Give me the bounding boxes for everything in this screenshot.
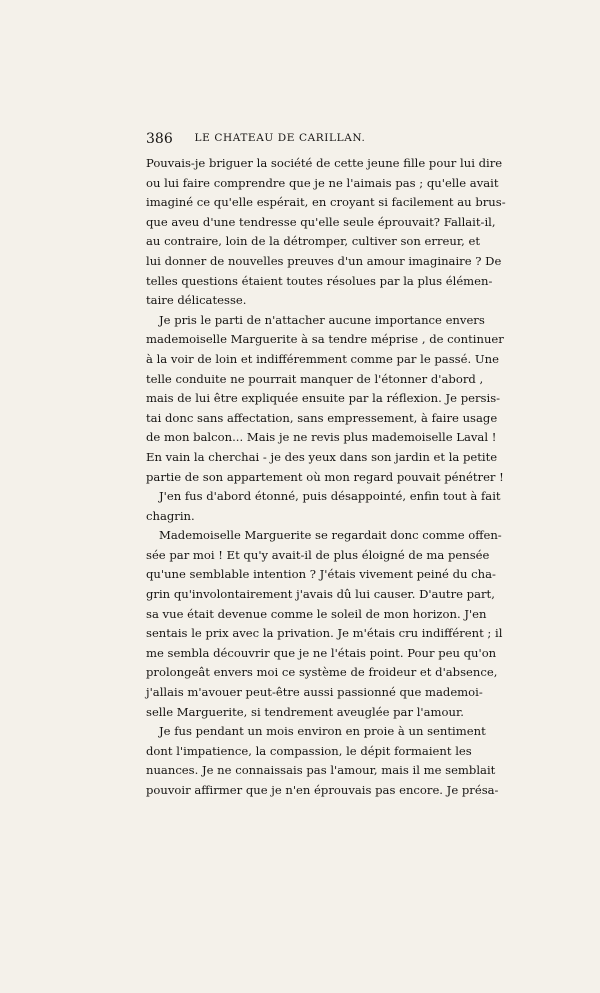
text-line: sa vue était devenue comme le soleil de mon horizon. J'en [146, 606, 487, 621]
text-line: Je pris le parti de n'attacher aucune importance envers [159, 312, 485, 327]
text-line: imaginé ce qu'elle espérait, en croyant si facilement au brus- [146, 195, 506, 210]
text-line: que aveu d'une tendresse qu'elle seule éprouvait? Fallait-il, [146, 214, 496, 229]
text-line: telle conduite ne pourrait manquer de l'étonner d'abord , [146, 371, 484, 386]
text-line: de mon balcon... Mais je ne revis plus mademoiselle Laval ! [146, 430, 497, 445]
text-line: nuances. Je ne connaissais pas l'amour, mais il me semblait [146, 763, 496, 778]
text-line: taire délicatesse. [146, 293, 247, 308]
page-header [146, 131, 414, 149]
text-line: partie de son appartement où mon regard pouvait pénétrer ! [146, 469, 504, 484]
text-line: Je fus pendant un mois environ en proie à un sentiment [159, 724, 486, 739]
paragraph [146, 722, 499, 800]
paragraph [146, 526, 503, 722]
text-line: lui donner de nouvelles preuves d'un amour imaginaire ? De [146, 253, 502, 268]
body-text [146, 154, 506, 801]
text-line: au contraire, loin de la détromper, cultiver son erreur, et [146, 234, 480, 249]
text-line: telles questions étaient toutes résolues par la plus élémen- [146, 273, 493, 288]
text-line: tai donc sans affectation, sans empressement, à faire usage [146, 410, 498, 425]
paragraph [146, 311, 504, 487]
text-line: selle Marguerite, si tendrement aveuglée par l'amour. [146, 704, 464, 719]
text-line: chagrin. [146, 508, 195, 523]
text-line: dont l'impatience, la compassion, le dépit formaient les [146, 743, 472, 758]
text-line: Pouvais-je briguer la société de cette jeune fille pour lui dire [146, 156, 503, 170]
text-line: mais de lui être expliquée ensuite par la réflexion. Je persis- [146, 391, 501, 406]
text-line: j'allais m'avouer peut-être aussi passionné que mademoi- [146, 685, 483, 700]
text-line: En vain la cherchai - je des yeux dans son jardin et la petite [146, 449, 498, 464]
text-line: me sembla découvrir que je ne l'étais point. Pour peu qu'on [146, 645, 497, 660]
page-number: 386 [146, 131, 173, 147]
text-line: J'en fus d'abord étonné, puis désappointé, enfin tout à fait [159, 489, 501, 504]
text-line: à la voir de loin et indifféremment comme par le passé. Une [146, 351, 499, 366]
text-line: qu'une semblable intention ? J'étais vivement peiné du cha- [146, 567, 496, 582]
text-line: mademoiselle Marguerite à sa tendre méprise , de continuer [146, 332, 504, 347]
text-line: sée par moi ! Et qu'y avait-il de plus éloigné de ma pensée [146, 547, 490, 562]
text-line: prolongeât envers moi ce système de froideur et d'absence, [146, 665, 498, 680]
paragraph [146, 154, 506, 311]
text-line: pouvoir affirmer que je n'en éprouvais pas encore. Je présa- [146, 783, 499, 797]
text-line: sentais le prix avec la privation. Je m'étais cru indifférent ; il [146, 626, 503, 641]
text-line: grin qu'involontairement j'avais dû lui causer. D'autre part, [146, 587, 495, 602]
text-line: Mademoiselle Marguerite se regardait donc comme offen- [159, 528, 502, 543]
paragraph [146, 487, 501, 526]
running-title: LE CHATEAU DE CARILLAN. [194, 132, 366, 144]
text-line: ou lui faire comprendre que je ne l'aimais pas ; qu'elle avait [146, 175, 499, 190]
